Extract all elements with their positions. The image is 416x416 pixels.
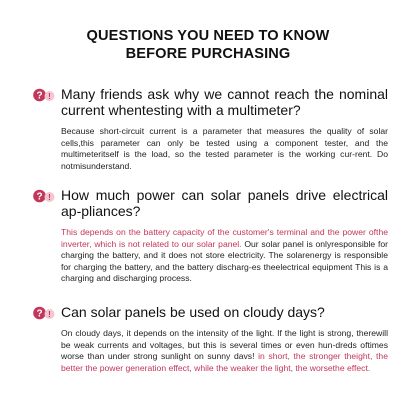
svg-text:!: ! bbox=[48, 310, 51, 319]
faq-question-row bbox=[33, 86, 388, 118]
faq-answer-highlight: in short, the stronger theight, the better the power generation effect, while the weaker the light, the worsethe effect. bbox=[61, 351, 388, 373]
faq-answer bbox=[61, 328, 388, 374]
header-line-1: QUESTIONS YOU NEED TO KNOW bbox=[86, 28, 330, 44]
faq-answer-highlight: This depends on the battery capacity of the customer's terminal and the power ofthe inverter, which is not related to our solar panel. bbox=[61, 227, 388, 249]
faq-question: Many friends ask why we cannot reach the nominal current whentesting with a multimeter? bbox=[61, 86, 388, 118]
faq-answer bbox=[61, 227, 388, 285]
question-exclamation-bubble-icon bbox=[33, 88, 55, 102]
faq-question-row bbox=[33, 187, 388, 219]
faq-question: How much power can solar panels drive electrical ap-pliances? bbox=[61, 187, 388, 219]
svg-text:?: ? bbox=[36, 90, 43, 102]
page-header bbox=[0, 27, 416, 63]
question-exclamation-bubble-icon bbox=[33, 189, 55, 203]
header-line-2: BEFORE PURCHASING bbox=[125, 46, 291, 62]
svg-text:!: ! bbox=[48, 92, 51, 101]
faq-answer-text: Our solar panel is onlyresponsible for charging the battery, and it does not store electricity. The solarenergy is responsible for charging the battery, and the battery discharg-es theelectrical equipment This is a charging and discharging process. bbox=[61, 238, 388, 284]
faq-question-row bbox=[33, 304, 388, 320]
svg-text:?: ? bbox=[36, 308, 43, 320]
question-exclamation-bubble-icon bbox=[33, 306, 55, 320]
svg-text:?: ? bbox=[36, 191, 43, 203]
faq-item-1 bbox=[33, 86, 388, 172]
faq-answer-text: Because short-circuit current is a parameter that measures the quality of solar cells,this parameter can only be tested using a component tester, and the multimeteritself is the load, so the tested parameter is the working cur-rent. Do notmisunderstand. bbox=[61, 126, 388, 171]
faq-question: Can solar panels be used on cloudy days? bbox=[61, 304, 325, 320]
faq-answer bbox=[61, 126, 388, 172]
faq-item-3 bbox=[33, 304, 388, 374]
svg-text:!: ! bbox=[48, 193, 51, 202]
faq-answer-text: On cloudy days, it depends on the intensity of the light. If the light is strong, therewill be weak currents and voltages, but this is several times or even hun-dreds oftimes worse than under strong sunlight on sunny davs! bbox=[61, 328, 388, 362]
faq-item-2 bbox=[33, 187, 388, 285]
